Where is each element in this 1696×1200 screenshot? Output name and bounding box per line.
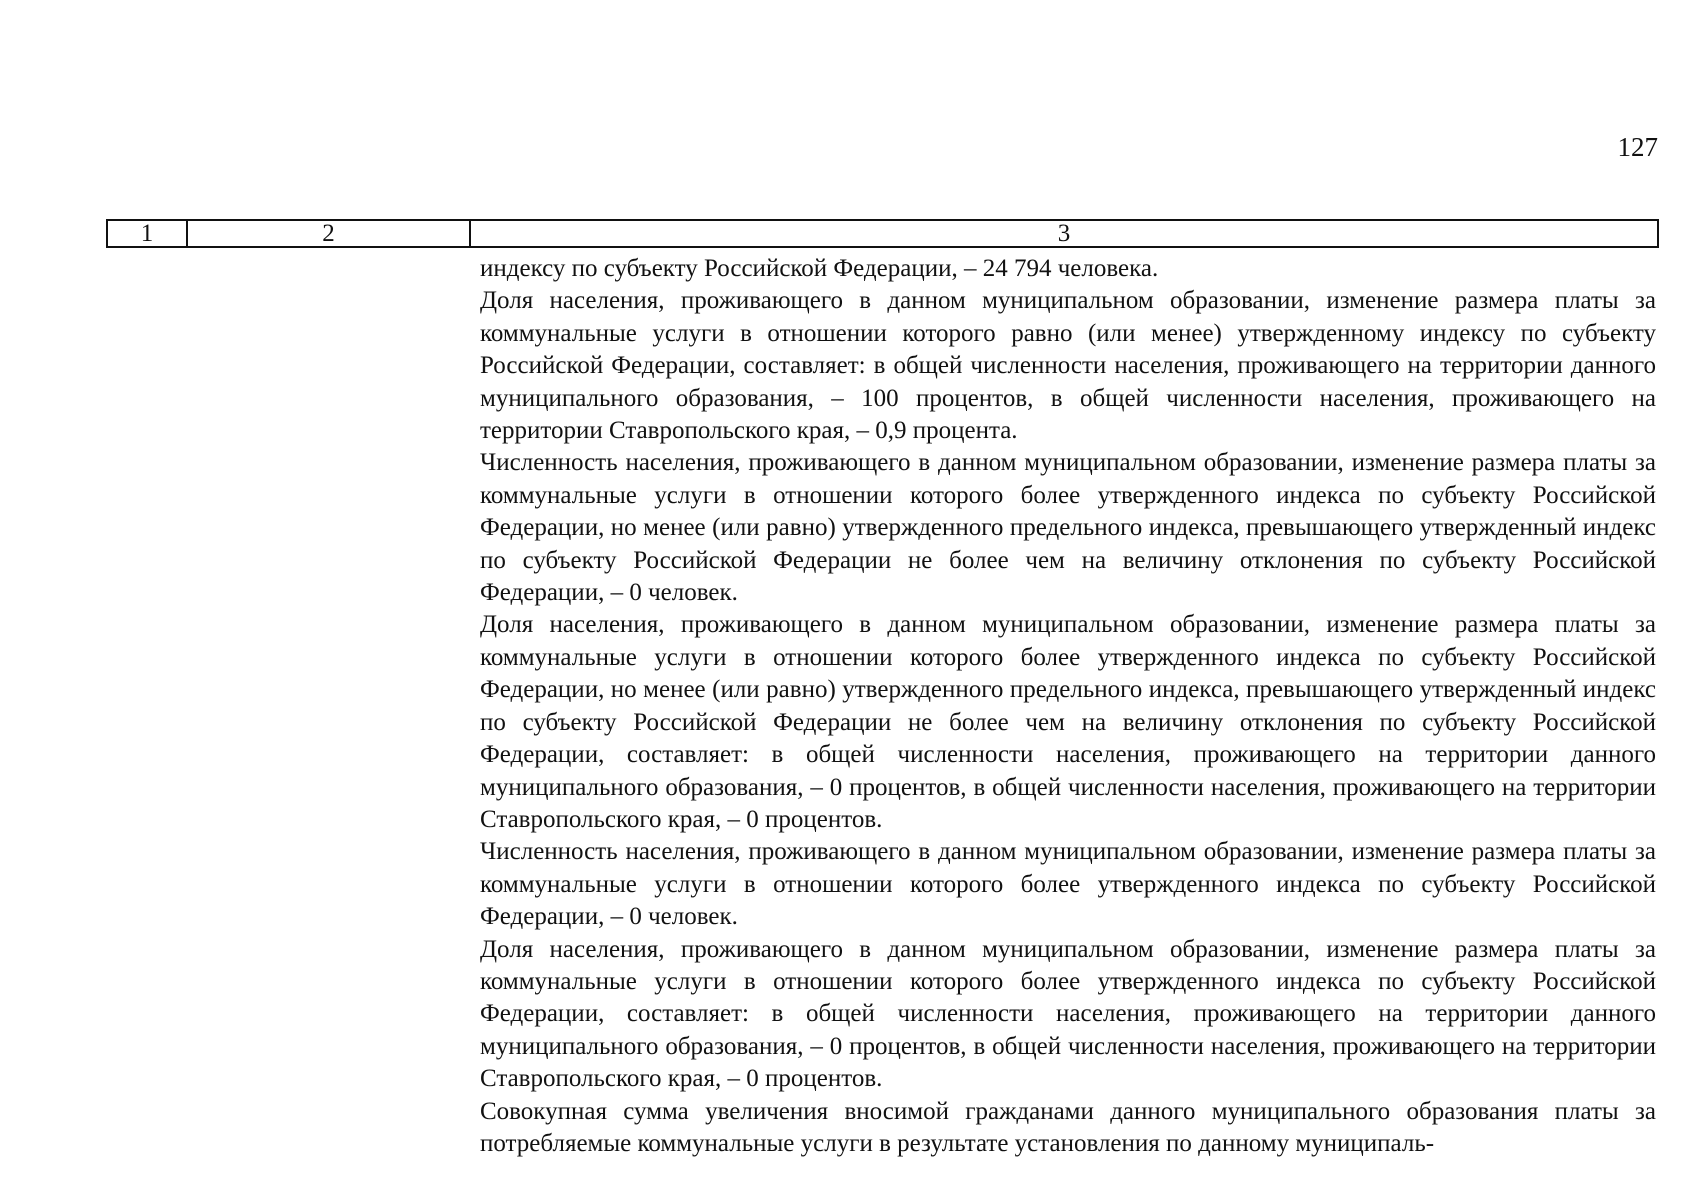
paragraph: Доля населения, проживающего в данном муниципальном образовании, изменение размера платы за коммунальные услуги в отношении которого равно (или менее) утвержденному индексу по субъекту Российской Федерации, составляет: в общей численности населения, проживающего на территории данного муниципального образования, – 100 процентов, в общей численности населения, проживающего на территории Ставропольского края, – 0,9 процента.	[480, 287, 1656, 445]
column-number-2: 2	[188, 221, 471, 246]
page-number: 127	[1617, 132, 1658, 162]
paragraph: Численность населения, проживающего в данном муниципальном образовании, изменение размера платы за коммунальные услуги в отношении которого более утвержденного индекса по субъекту Российской Федерации, – 0 человек.	[480, 838, 1656, 931]
column-number-1: 1	[108, 221, 188, 246]
paragraph: Совокупная сумма увеличения вносимой гражданами данного муниципального образования платы за потребляемые коммунальные услуги в результате установления по данному муниципаль-	[480, 1097, 1656, 1157]
paragraph: Доля населения, проживающего в данном муниципальном образовании, изменение размера платы за коммунальные услуги в отношении которого более утвержденного индекса по субъекту Российской Федерации, составляет: в общей численности населения, проживающего на территории данного муниципального образования, – 0 процентов, в общей численности населения, проживающего на территории Ставропольского края, – 0 процентов.	[480, 935, 1656, 1093]
column-number-3: 3	[1057, 220, 1071, 247]
paragraph: Численность населения, проживающего в данном муниципальном образовании, изменение размера платы за коммунальные услуги в отношении которого более утвержденного индекса по субъекту Российской Федерации, но менее (или равно) утвержденного предельного индекса, превышающего утвержденный индекс по субъекту Российской Федерации не более чем на величину отклонения по субъекту Российской Федерации, – 0 человек.	[480, 449, 1656, 607]
paragraph: индексу по субъекту Российской Федерации, – 24 794 человека.	[480, 255, 1159, 282]
column-3-text	[480, 253, 1656, 1160]
table-header-row	[106, 219, 1659, 248]
paragraph: Доля населения, проживающего в данном муниципальном образовании, изменение размера платы за коммунальные услуги в отношении которого более утвержденного индекса по субъекту Российской Федерации, но менее (или равно) утвержденного предельного индекса, превышающего утвержденный индекс по субъекту Российской Федерации не более чем на величину отклонения по субъекту Российской Федерации, составляет: в общей численности населения, проживающего на территории данного муниципального образования, – 0 процентов, в общей численности населения, проживающего на территории Ставропольского края, – 0 процентов.	[480, 611, 1656, 833]
